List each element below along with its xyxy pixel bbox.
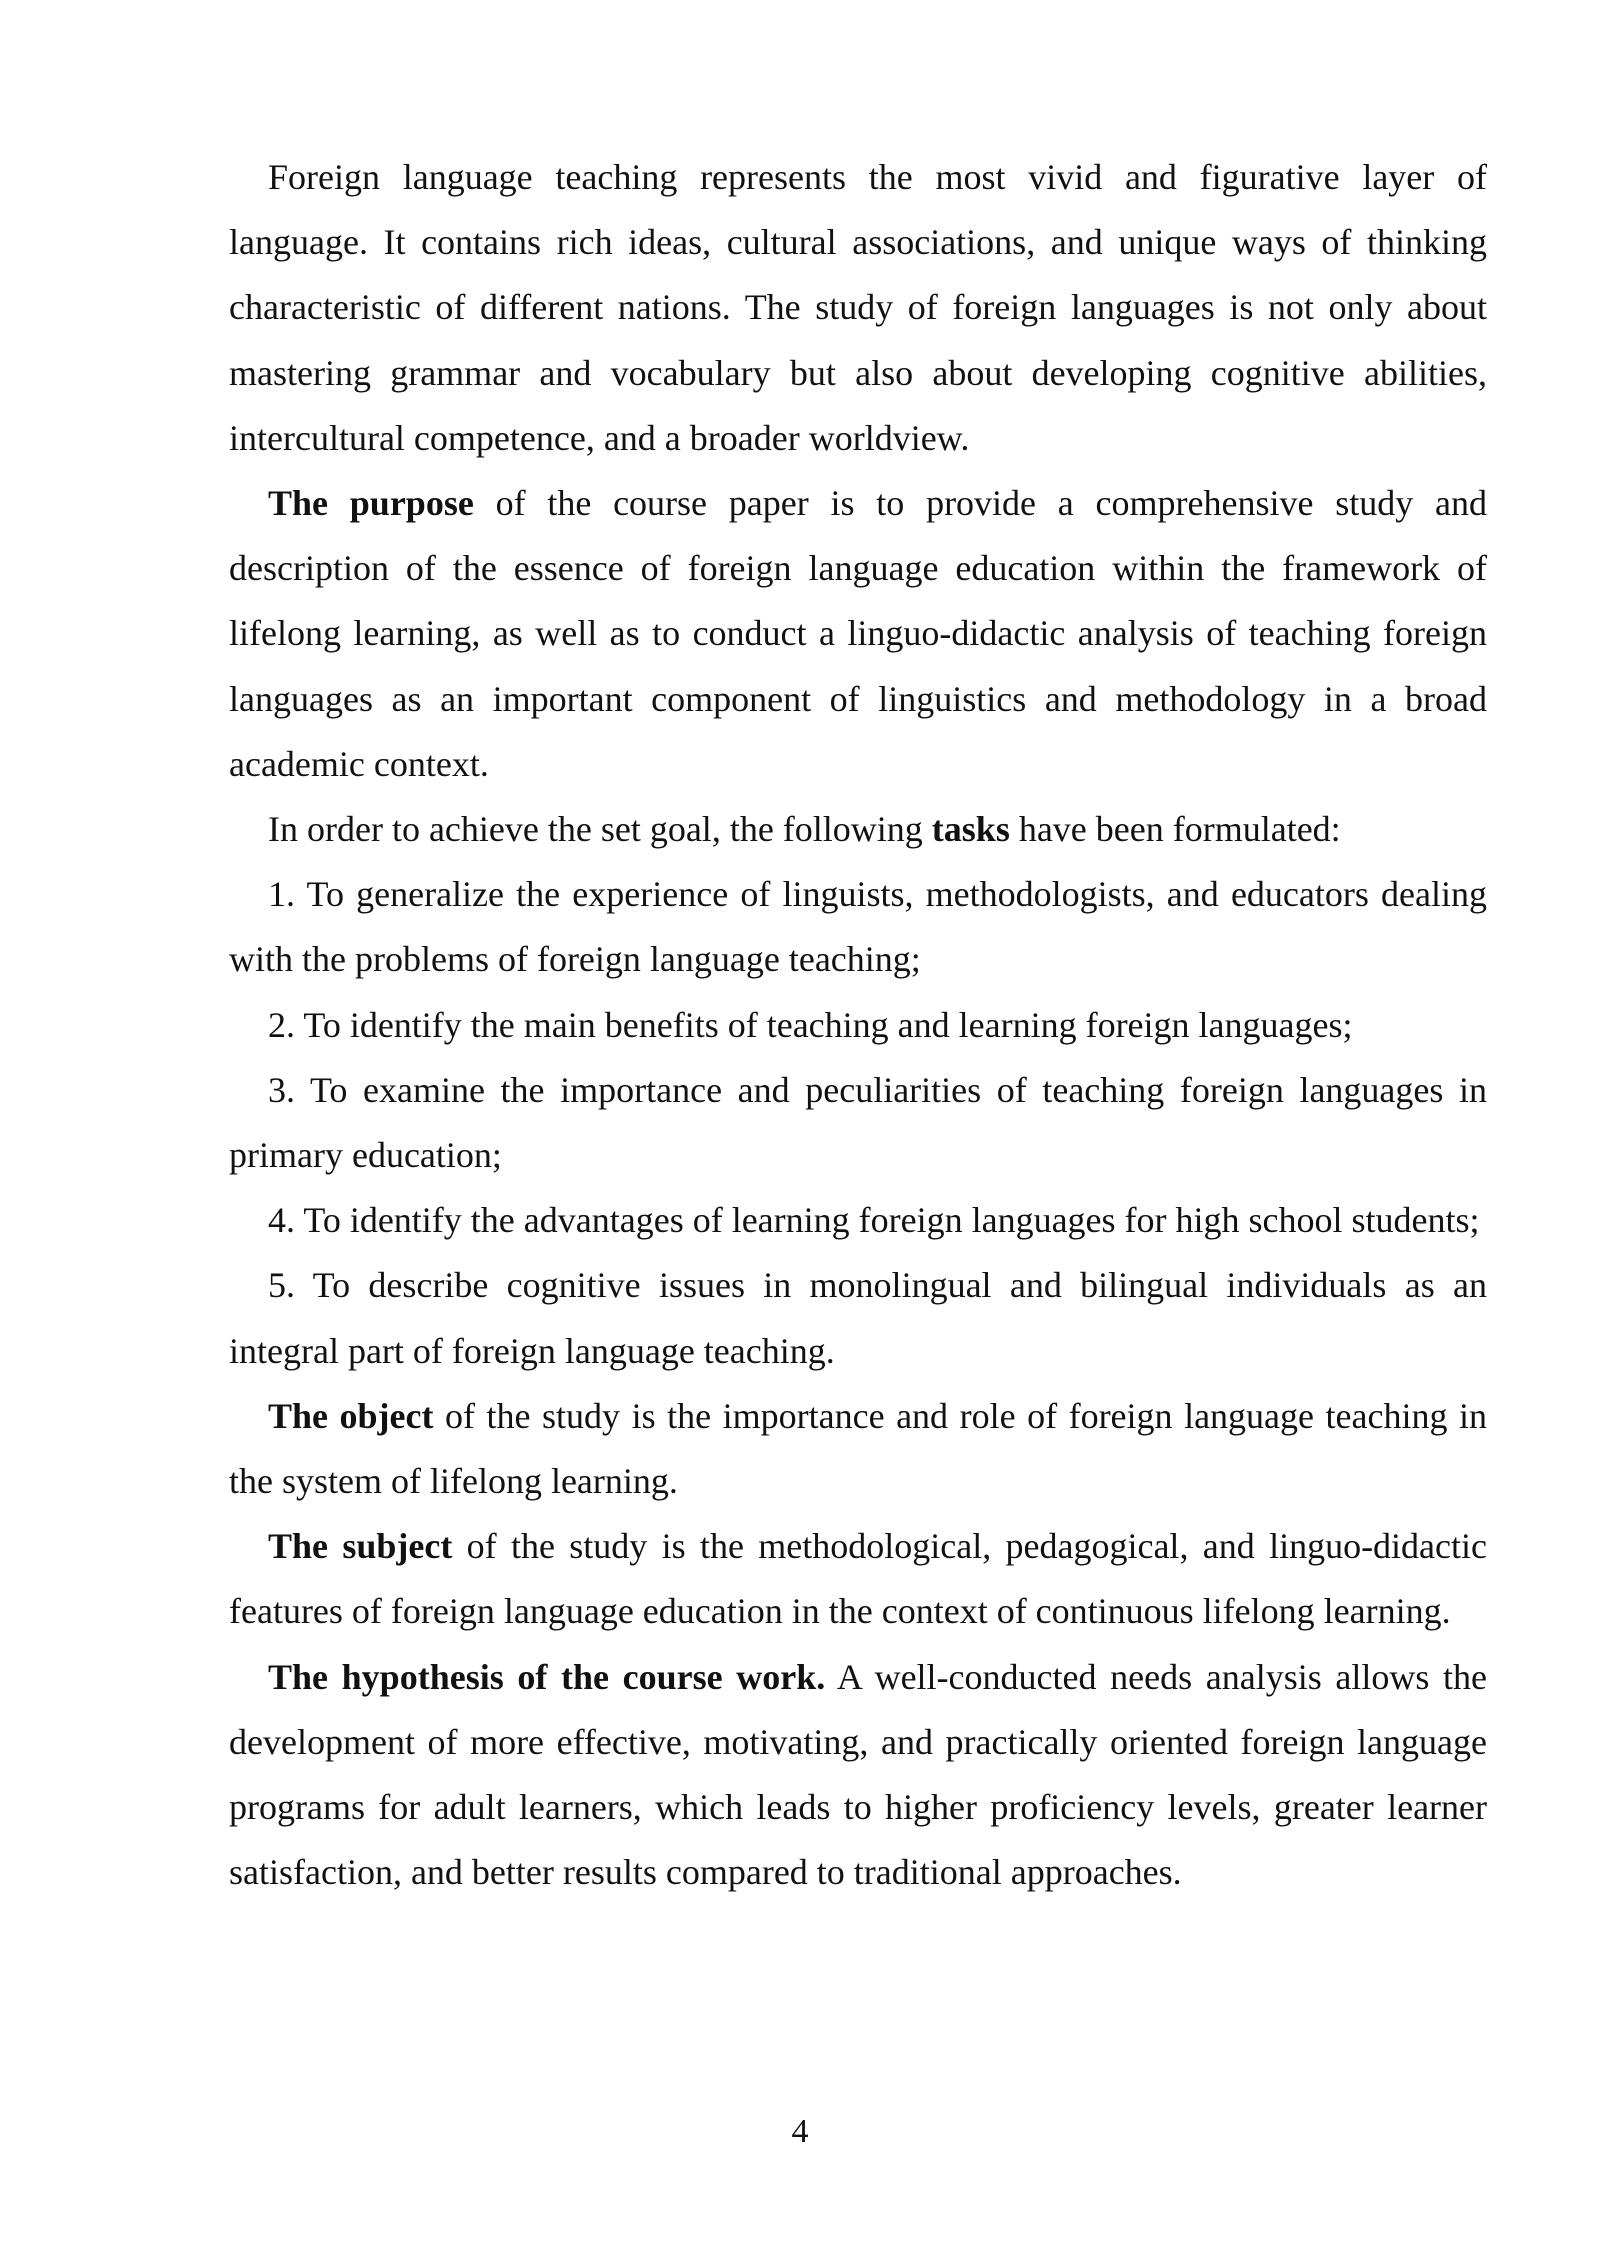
tasks-intro-paragraph — [229, 797, 1487, 862]
subject-text: of the study is the methodological, pedagogical, and linguo-didactic features of foreign language education in the context of continuous lifelong learning. — [229, 1526, 1488, 1632]
object-text: of the study is the importance and role of foreign language teaching in the system of lifelong learning. — [229, 1395, 1487, 1502]
task-item-1: 1. To generalize the experience of linguists, methodologists, and educators dealing with the problems of foreign language teaching; — [229, 874, 1487, 980]
intro-paragraph: Foreign language teaching represents the most vivid and figurative layer of language. It contains rich ideas, cultural associations, and unique ways of thinking characteristic of different nations. The study of foreign languages is not only about mastering grammar and vocabulary but also about developing cognitive abilities, intercultural competence, and a broader worldview. — [229, 157, 1487, 458]
document-body — [229, 145, 1487, 1905]
purpose-label: The purpose — [268, 483, 474, 524]
hypothesis-paragraph — [229, 1645, 1487, 1906]
hypothesis-label: The hypothesis of the course work. — [268, 1656, 826, 1697]
purpose-paragraph — [229, 471, 1487, 797]
object-label: The object — [268, 1395, 434, 1436]
task-item-5: 5. To describe cognitive issues in monolingual and bilingual individuals as an integral part of foreign language teaching. — [229, 1265, 1487, 1371]
page-number: 4 — [791, 2113, 809, 2150]
tasks-intro-after: have been formulated: — [1009, 809, 1341, 850]
task-item-3: 3. To examine the importance and peculiarities of teaching foreign languages in primary education; — [229, 1069, 1487, 1176]
tasks-label: tasks — [931, 809, 1010, 850]
subject-label: The subject — [268, 1526, 453, 1567]
hypothesis-text: A well-conducted needs analysis allows the development of more effective, motivating, and practically oriented foreign language programs for adult learners, which leads to higher proficiency levels, greater learner satisfaction, and better results compared to traditional approaches. — [229, 1656, 1487, 1893]
task-item-2: 2. To identify the main benefits of teaching and learning foreign languages; — [268, 1004, 1353, 1045]
purpose-text: of the course paper is to provide a comprehensive study and description of the essence of foreign language education within the framework of lifelong learning, as well as to conduct a linguo-didactic analysis of teaching foreign languages as an important component of linguistics and methodology in a broad academic context. — [229, 483, 1487, 784]
task-item-4: 4. To identify the advantages of learning foreign languages for high school students; — [268, 1200, 1480, 1241]
tasks-intro-before: In order to achieve the set goal, the following — [268, 809, 932, 850]
object-paragraph — [229, 1384, 1487, 1514]
subject-paragraph — [229, 1514, 1487, 1644]
